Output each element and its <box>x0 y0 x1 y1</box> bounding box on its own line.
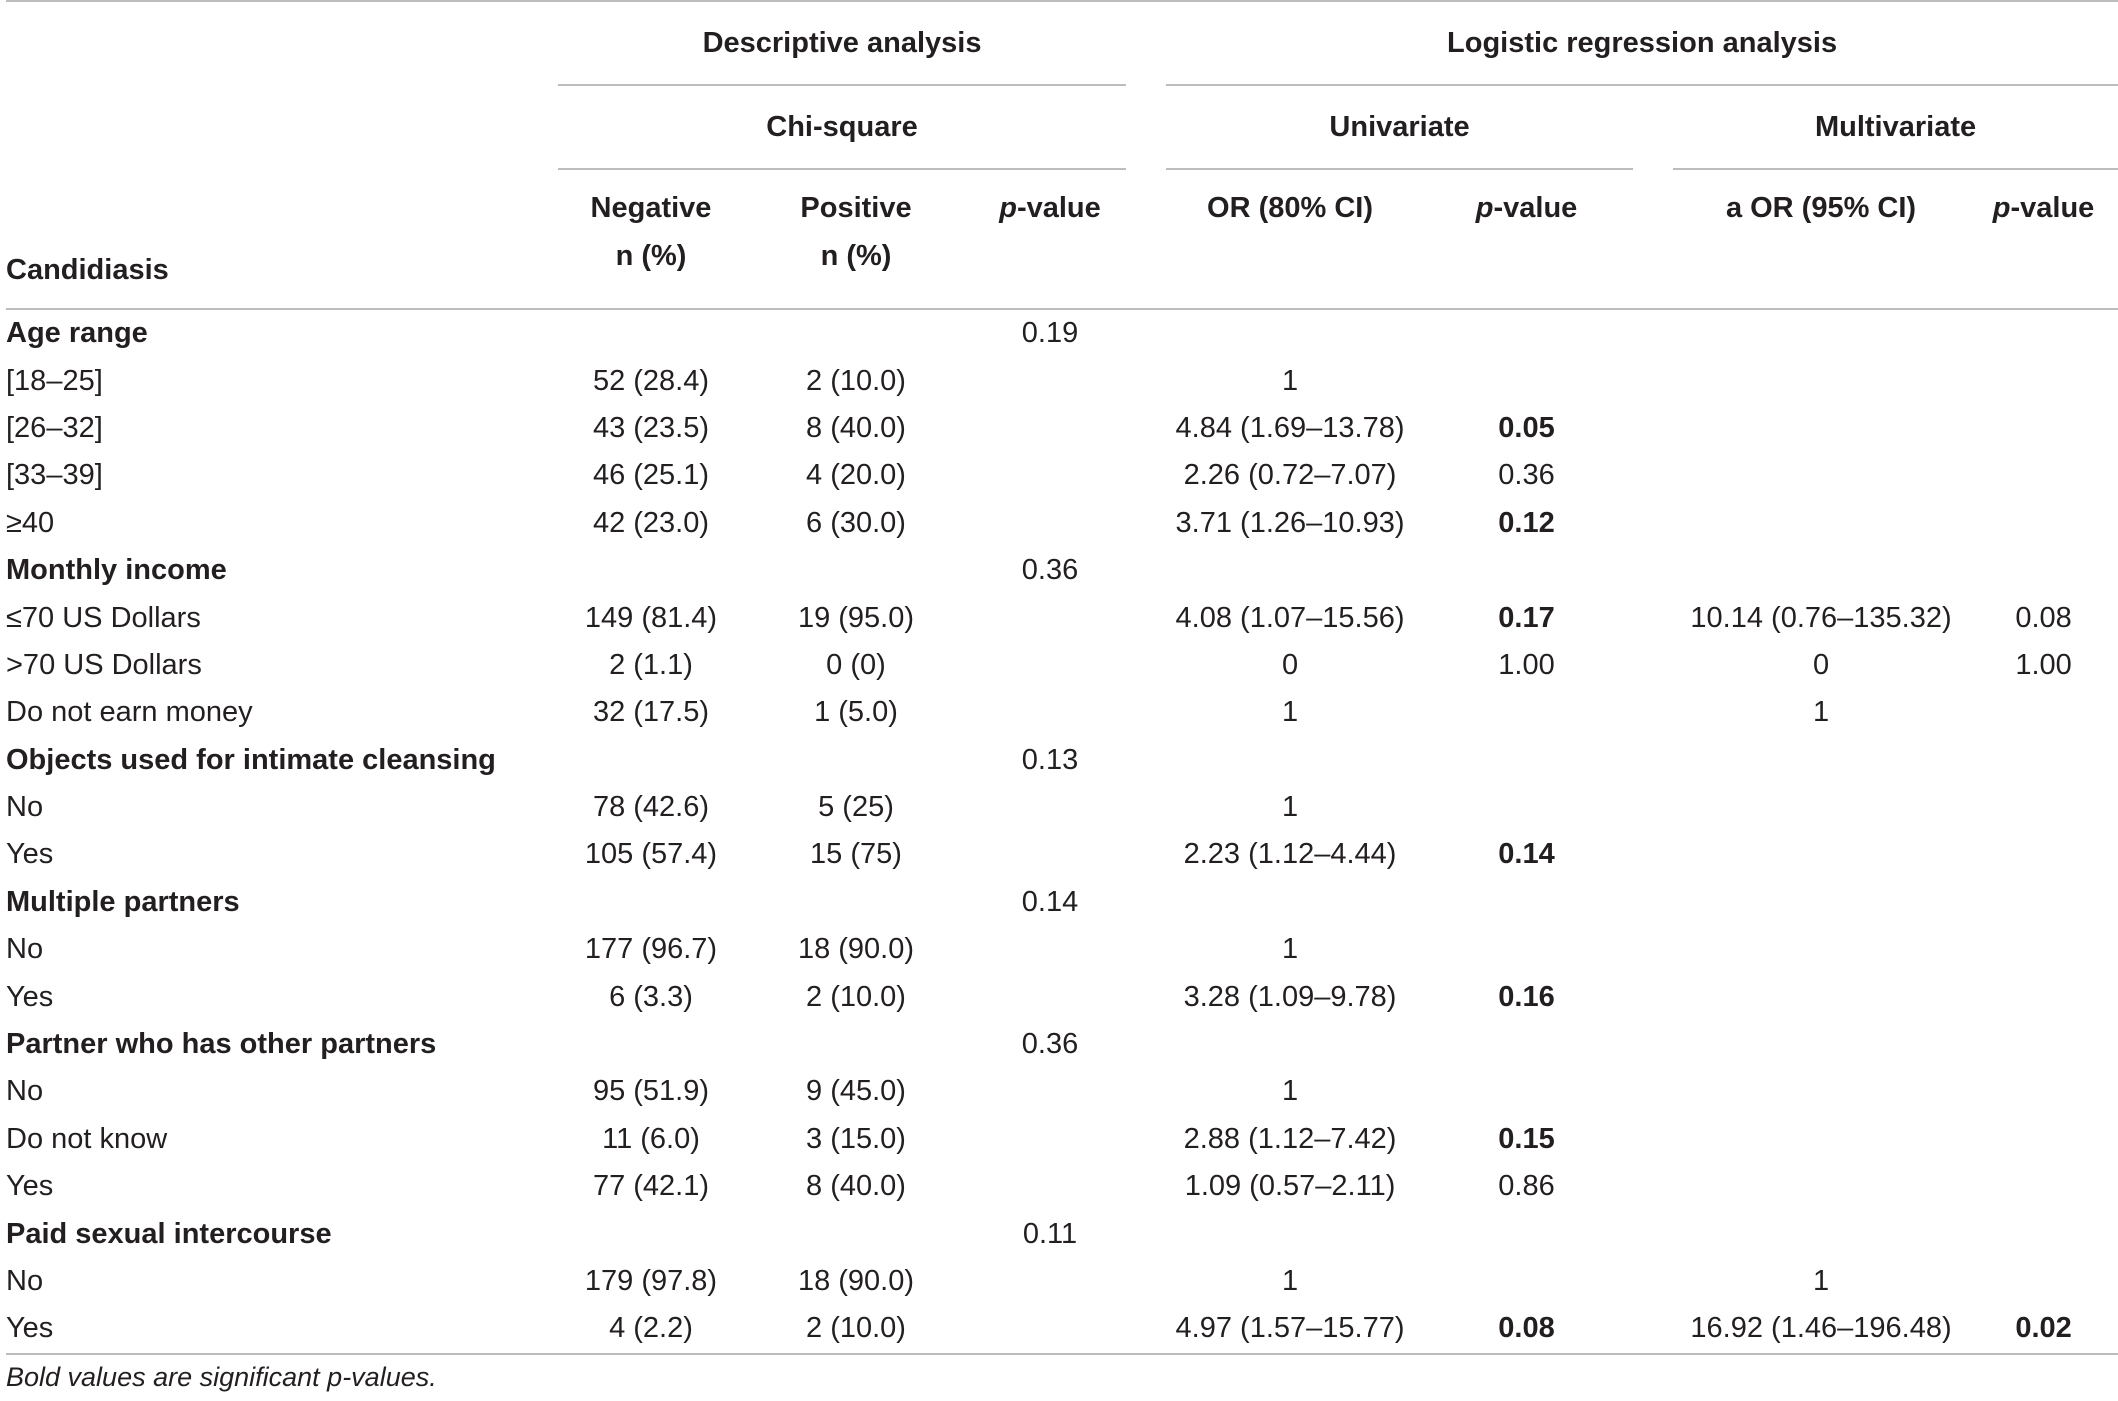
mul-or-cell <box>1673 547 1969 594</box>
uni-or-cell: 4.97 (1.57–15.77) <box>1166 1305 1414 1353</box>
positive-cell: 4 (20.0) <box>806 459 906 492</box>
positive-cell: 19 (95.0) <box>797 601 915 634</box>
table-row <box>6 1305 2118 1353</box>
chi-p-cell <box>968 500 1132 547</box>
spacer <box>1132 1210 1166 1257</box>
mul-p-cell <box>1969 1210 2118 1257</box>
spacer <box>1639 784 1673 831</box>
spacer <box>1132 642 1166 689</box>
uni-p-cell: 0.16 <box>1498 980 1555 1013</box>
header-descriptive-analysis: Descriptive analysis <box>558 2 1126 86</box>
mul-or-cell <box>1673 309 1969 357</box>
chi-p-cell <box>968 831 1132 878</box>
spacer <box>1132 926 1166 973</box>
uni-p-cell <box>1414 737 1639 784</box>
negative-cell: 52 (28.4) <box>592 364 710 397</box>
negative-cell: 43 (23.5) <box>592 411 710 444</box>
chi-p-cell <box>968 642 1132 689</box>
chi-p-cell: 0.36 <box>1021 554 1079 587</box>
row-label: ≥40 <box>6 506 55 539</box>
uni-p-cell <box>1414 1068 1639 1115</box>
chi-p-cell <box>968 926 1132 973</box>
negative-cell <box>558 547 744 594</box>
spacer <box>1639 1210 1673 1257</box>
table-row <box>6 1068 2118 1115</box>
spacer <box>1132 309 1166 357</box>
uni-p-cell <box>1414 1258 1639 1305</box>
uni-p-cell <box>1414 784 1639 831</box>
mul-or-cell <box>1673 926 1969 973</box>
mul-p-cell: 0.02 <box>1969 1305 2118 1353</box>
row-label: Do not know <box>6 1122 168 1155</box>
positive-cell <box>744 1210 968 1257</box>
negative-cell: 78 (42.6) <box>592 791 710 824</box>
uni-p-cell <box>1414 547 1639 594</box>
positive-cell: 9 (45.0) <box>806 1075 906 1108</box>
header-negative-label: Negative <box>590 192 712 224</box>
mul-or-cell: 10.14 (0.76–135.32) <box>1690 601 1952 634</box>
mul-p-cell: 1.00 <box>2015 648 2072 681</box>
negative-cell <box>558 1021 744 1068</box>
table-group-row <box>6 1210 2118 1257</box>
uni-or-cell: 1.09 (0.57–2.11) <box>1184 1170 1396 1203</box>
mul-or-cell: 0 <box>1812 648 1830 681</box>
table-row <box>6 831 2118 878</box>
header-multivariate: Multivariate <box>1673 86 2118 170</box>
spacer <box>1639 500 1673 547</box>
header-logistic-label: Logistic regression analysis <box>1166 2 2118 86</box>
uni-or-cell: 2.26 (0.72–7.07) <box>1183 459 1397 492</box>
chi-p-cell <box>968 452 1132 499</box>
chi-p-cell <box>968 784 1132 831</box>
negative-cell <box>558 879 744 926</box>
header-negative <box>558 170 744 309</box>
header-p-italic: p <box>1992 192 2011 224</box>
positive-cell: 18 (90.0) <box>797 933 915 966</box>
spacer <box>1639 689 1673 736</box>
chi-p-cell: 0.14 <box>1021 885 1079 918</box>
chi-p-cell: 0.11 <box>1022 1217 1078 1250</box>
table-group-row <box>6 879 2118 926</box>
row-label: Yes <box>6 838 54 871</box>
positive-cell: 1 (5.0) <box>814 696 898 729</box>
mul-p-cell <box>1969 926 2118 973</box>
row-label: [33–39] <box>6 459 103 492</box>
header-chi-p-value <box>968 170 1132 309</box>
chi-p-cell <box>968 594 1132 641</box>
mul-p-cell <box>1969 1021 2118 1068</box>
negative-cell: 42 (23.0) <box>592 506 710 539</box>
positive-cell: 6 (30.0) <box>806 506 906 539</box>
row-label: No <box>6 1265 44 1297</box>
negative-cell: 32 (17.5) <box>592 696 710 729</box>
spacer <box>1132 1305 1166 1353</box>
uni-or-cell: 1 <box>1281 791 1299 824</box>
mul-p-cell <box>1969 1116 2118 1163</box>
uni-or-cell: 4.08 (1.07–15.56) <box>1175 601 1405 634</box>
row-label: Yes <box>6 1305 558 1353</box>
uni-p-cell <box>1414 926 1639 973</box>
chi-p-cell <box>968 357 1132 404</box>
row-label: No <box>6 791 44 824</box>
table-group-row <box>6 737 2118 784</box>
spacer <box>1132 879 1166 926</box>
header-uni-p-value <box>1414 170 1639 309</box>
table-row <box>6 594 2118 641</box>
header-negative-npct: n (%) <box>615 240 687 272</box>
row-label: Yes <box>6 1170 54 1203</box>
uni-or-cell <box>1166 309 1414 357</box>
mul-p-cell: 0.08 <box>2015 601 2072 634</box>
uni-p-cell <box>1414 309 1639 357</box>
mul-p-cell <box>1969 879 2118 926</box>
uni-or-cell <box>1166 547 1414 594</box>
spacer <box>1639 309 1673 357</box>
chi-p-cell: 0.13 <box>1021 743 1079 776</box>
spacer <box>1132 405 1166 452</box>
chi-p-cell <box>968 1163 1132 1210</box>
uni-p-cell: 0.15 <box>1498 1122 1555 1155</box>
positive-cell <box>744 737 968 784</box>
header-p-suffix: -value <box>1016 192 1101 224</box>
uni-p-cell: 0.05 <box>1498 411 1555 444</box>
positive-cell <box>744 879 968 926</box>
row-label: ≤70 US Dollars <box>6 601 201 634</box>
spacer <box>1132 1258 1166 1305</box>
row-label: >70 US Dollars <box>6 648 202 681</box>
results-table <box>6 0 2118 1355</box>
mul-or-cell <box>1673 1210 1969 1257</box>
mul-p-cell <box>1969 1068 2118 1115</box>
mul-p-cell <box>1969 784 2118 831</box>
row-label: [26–32] <box>6 411 103 444</box>
mul-or-cell <box>1673 452 1969 499</box>
uni-or-cell: 4.84 (1.69–13.78) <box>1175 411 1405 444</box>
header-positive-npct: n (%) <box>820 240 892 272</box>
row-label: Yes <box>6 980 54 1013</box>
chi-p-cell <box>968 1068 1132 1115</box>
uni-p-cell: 0.36 <box>1498 459 1555 492</box>
header-logistic-regression <box>1166 1 2118 86</box>
mul-p-cell <box>1969 309 2118 357</box>
row-label: Paid sexual intercourse <box>6 1217 332 1250</box>
uni-p-cell: 0.08 <box>1414 1305 1639 1353</box>
chi-p-cell <box>968 973 1132 1020</box>
header-p-italic: p <box>999 192 1017 224</box>
table-row <box>6 642 2118 689</box>
uni-p-cell <box>1414 1021 1639 1068</box>
uni-p-cell: 0.17 <box>1498 601 1555 634</box>
uni-or-cell: 2.23 (1.12–4.44) <box>1183 838 1397 871</box>
positive-cell: 5 (25) <box>818 791 894 824</box>
table-row <box>6 926 2118 973</box>
spacer <box>1639 594 1673 641</box>
spacer <box>1132 357 1166 404</box>
table-row <box>6 1163 2118 1210</box>
negative-cell: 105 (57.4) <box>584 838 718 871</box>
mul-or-cell <box>1673 500 1969 547</box>
mul-or-cell <box>1673 357 1969 404</box>
uni-p-cell: 1.00 <box>1498 648 1555 681</box>
header-p-italic: p <box>1475 192 1494 224</box>
mul-or-cell <box>1673 1021 1969 1068</box>
mul-p-cell <box>1969 547 2118 594</box>
uni-or-cell <box>1166 1021 1414 1068</box>
spacer <box>1639 831 1673 878</box>
spacer <box>1639 452 1673 499</box>
table-row <box>6 500 2118 547</box>
row-label: No <box>6 1075 44 1108</box>
mul-p-cell <box>1969 405 2118 452</box>
negative-cell: 11 (6.0) <box>602 1122 700 1155</box>
spacer <box>1639 1305 1673 1353</box>
negative-cell: 95 (51.9) <box>592 1075 710 1108</box>
header-or-80ci: OR (80% CI) <box>1166 170 1414 309</box>
uni-or-cell <box>1166 1210 1414 1257</box>
mul-p-cell <box>1969 689 2118 736</box>
table-row <box>6 452 2118 499</box>
spacer <box>1132 547 1166 594</box>
mul-or-cell <box>1673 737 1969 784</box>
table-row <box>6 357 2118 404</box>
spacer <box>1132 1116 1166 1163</box>
chi-p-cell: 0.19 <box>1021 317 1079 350</box>
table-row <box>6 405 2118 452</box>
negative-cell: 4 (2.2) <box>558 1305 744 1353</box>
table-row <box>6 1116 2118 1163</box>
row-label: Age range <box>6 317 148 350</box>
spacer <box>1639 642 1673 689</box>
negative-cell: 46 (25.1) <box>592 459 710 492</box>
table-body <box>6 309 2118 1354</box>
positive-cell: 2 (10.0) <box>744 1305 968 1353</box>
spacer <box>1132 1068 1166 1115</box>
spacer <box>1132 1163 1166 1210</box>
mul-p-cell <box>1969 831 2118 878</box>
uni-or-cell: 1 <box>1281 1265 1299 1297</box>
table-header <box>6 1 2118 309</box>
positive-cell: 3 (15.0) <box>806 1122 906 1155</box>
negative-cell: 177 (96.7) <box>584 933 718 966</box>
positive-cell: 8 (40.0) <box>806 1170 906 1203</box>
uni-p-cell <box>1414 357 1639 404</box>
header-univariate: Univariate <box>1166 86 1633 170</box>
negative-cell: 149 (81.4) <box>584 601 718 634</box>
header-candidiasis: Candidiasis <box>6 170 558 309</box>
header-p-suffix: -value <box>2010 192 2095 224</box>
chi-p-cell <box>968 405 1132 452</box>
row-label: No <box>6 933 44 966</box>
mul-p-cell <box>1969 1258 2118 1305</box>
spacer <box>1132 452 1166 499</box>
chi-p-cell <box>968 1116 1132 1163</box>
mul-or-cell: 1 <box>1812 1265 1830 1297</box>
positive-cell: 2 (10.0) <box>806 980 906 1013</box>
spacer <box>1132 689 1166 736</box>
uni-p-cell: 0.86 <box>1498 1170 1555 1203</box>
positive-cell: 18 (90.0) <box>797 1265 915 1297</box>
negative-cell <box>558 1210 744 1257</box>
spacer <box>1639 1068 1673 1115</box>
spacer <box>1639 547 1673 594</box>
negative-cell <box>558 309 744 357</box>
row-label: Multiple partners <box>6 885 240 918</box>
mul-or-cell <box>1673 1116 1969 1163</box>
chi-p-cell <box>968 1305 1132 1353</box>
uni-or-cell: 1 <box>1281 696 1299 729</box>
uni-p-cell: 0.12 <box>1498 506 1555 539</box>
mul-or-cell <box>1673 1068 1969 1115</box>
table-row <box>6 689 2118 736</box>
table-group-row <box>6 547 2118 594</box>
mul-p-cell <box>1969 1163 2118 1210</box>
spacer <box>1132 594 1166 641</box>
uni-or-cell: 3.71 (1.26–10.93) <box>1175 506 1405 539</box>
mul-p-cell <box>1969 973 2118 1020</box>
spacer <box>1132 973 1166 1020</box>
mul-or-cell <box>1673 879 1969 926</box>
mul-or-cell <box>1673 405 1969 452</box>
mul-or-cell: 16.92 (1.46–196.48) <box>1673 1305 1969 1353</box>
mul-p-cell <box>1969 452 2118 499</box>
header-mul-p-value <box>1969 170 2118 309</box>
mul-or-cell <box>1673 973 1969 1020</box>
uni-p-cell <box>1414 879 1639 926</box>
mul-p-cell <box>1969 737 2118 784</box>
spacer <box>1639 1163 1673 1210</box>
table-row <box>6 1258 2118 1305</box>
header-positive-label: Positive <box>800 192 912 224</box>
uni-or-cell: 1 <box>1281 364 1299 397</box>
positive-cell: 15 (75) <box>810 838 902 871</box>
row-label: [18–25] <box>6 364 103 397</box>
spacer <box>1132 784 1166 831</box>
spacer <box>1132 500 1166 547</box>
mul-or-cell <box>1673 1163 1969 1210</box>
positive-cell: 0 (0) <box>826 648 886 681</box>
table-row <box>6 973 2118 1020</box>
chi-p-cell <box>968 1258 1132 1305</box>
table-footnote: Bold values are significant p-values. <box>6 1362 437 1392</box>
uni-p-cell <box>1414 689 1639 736</box>
header-aor-95ci: a OR (95% CI) <box>1673 170 1969 309</box>
uni-p-cell <box>1414 1210 1639 1257</box>
spacer <box>1639 973 1673 1020</box>
header-chi-square: Chi-square <box>558 86 1126 170</box>
table-group-row <box>6 309 2118 357</box>
uni-or-cell <box>1166 737 1414 784</box>
row-label: Do not earn money <box>6 696 253 729</box>
row-label: Monthly income <box>6 554 227 587</box>
uni-or-cell: 0 <box>1281 648 1299 681</box>
spacer <box>1639 1021 1673 1068</box>
positive-cell <box>744 547 968 594</box>
uni-or-cell <box>1166 879 1414 926</box>
chi-p-cell <box>968 689 1132 736</box>
negative-cell: 2 (1.1) <box>609 648 693 681</box>
uni-p-cell: 0.14 <box>1498 838 1555 871</box>
spacer <box>1132 737 1166 784</box>
chi-p-cell: 0.36 <box>1021 1028 1079 1061</box>
table-row <box>6 784 2118 831</box>
header-positive <box>744 170 968 309</box>
positive-cell <box>744 1021 968 1068</box>
negative-cell: 179 (97.8) <box>584 1265 718 1297</box>
mul-or-cell <box>1673 784 1969 831</box>
spacer <box>1132 831 1166 878</box>
positive-cell: 8 (40.0) <box>806 411 906 444</box>
positive-cell: 2 (10.0) <box>806 364 906 397</box>
spacer <box>1639 879 1673 926</box>
mul-or-cell <box>1673 831 1969 878</box>
uni-or-cell: 1 <box>1281 933 1299 966</box>
spacer <box>1639 1258 1673 1305</box>
row-label: Objects used for intimate cleansing <box>6 743 496 776</box>
header-p-suffix: -value <box>1493 192 1578 224</box>
spacer <box>1132 1021 1166 1068</box>
spacer <box>1639 1116 1673 1163</box>
uni-or-cell: 2.88 (1.12–7.42) <box>1183 1122 1397 1155</box>
table-group-row <box>6 1021 2118 1068</box>
mul-or-cell: 1 <box>1812 696 1830 729</box>
spacer <box>1639 405 1673 452</box>
spacer <box>1639 357 1673 404</box>
negative-cell: 77 (42.1) <box>592 1170 710 1203</box>
mul-p-cell <box>1969 357 2118 404</box>
mul-p-cell <box>1969 500 2118 547</box>
row-label: Partner who has other partners <box>6 1028 437 1061</box>
uni-or-cell: 1 <box>1281 1075 1299 1108</box>
uni-or-cell: 3.28 (1.09–9.78) <box>1183 980 1397 1013</box>
spacer <box>1639 737 1673 784</box>
negative-cell <box>558 737 744 784</box>
positive-cell <box>744 309 968 357</box>
negative-cell: 6 (3.3) <box>609 980 693 1013</box>
spacer <box>1639 926 1673 973</box>
